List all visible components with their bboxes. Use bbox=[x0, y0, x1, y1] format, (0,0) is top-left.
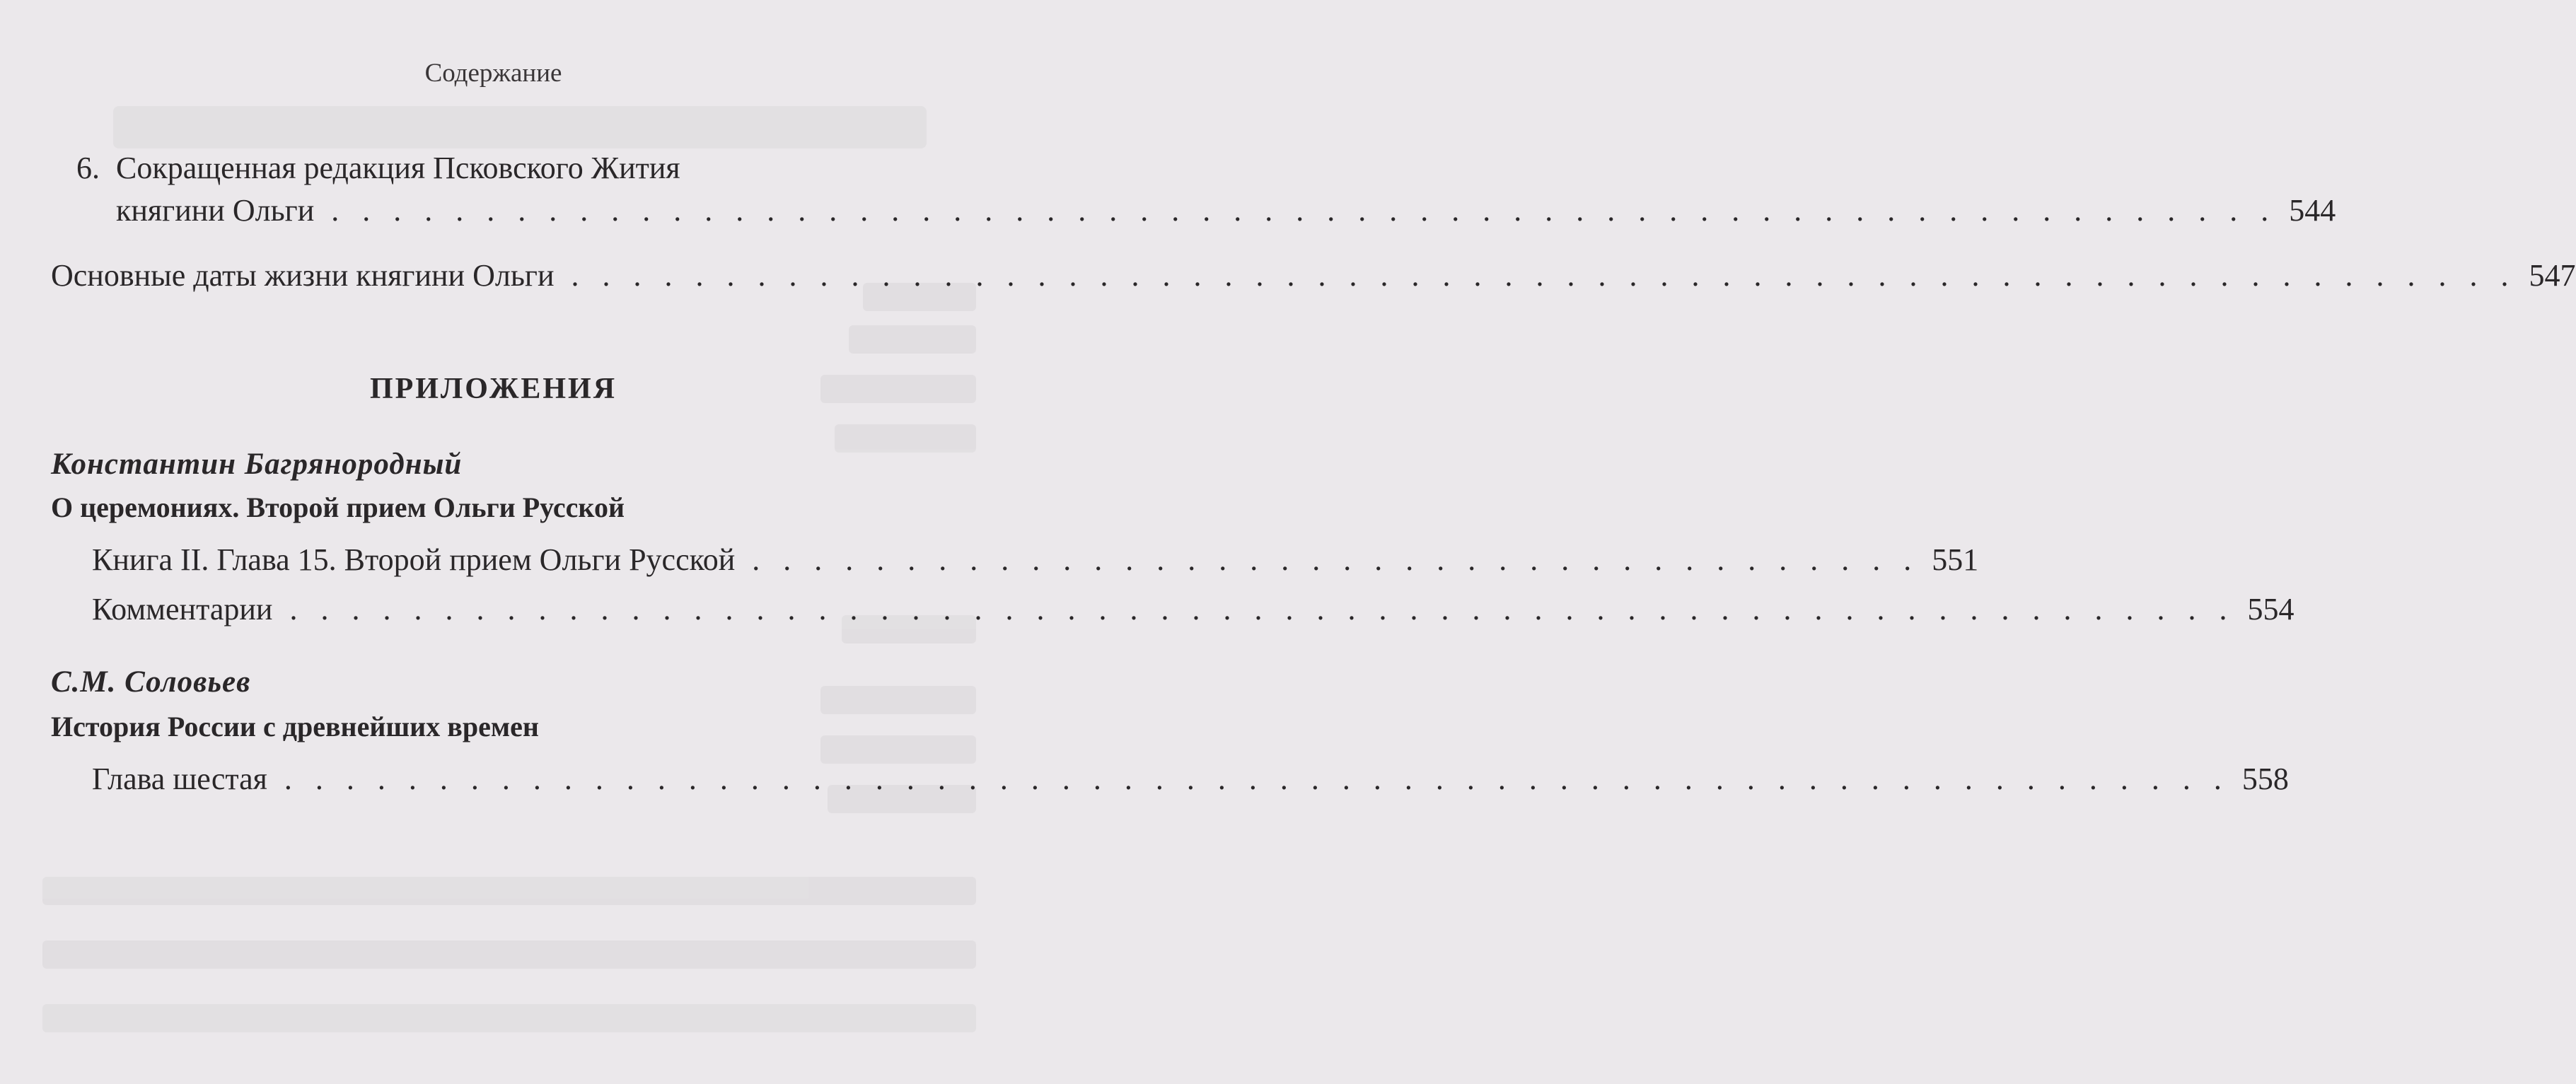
dot-leader: . . . . . . . . . . . . . . . . . . . . . . . . . . . . . . . . . . . . . . . . . . . . . . . . . . . . . . . . . . . . . . . bbox=[284, 762, 2229, 796]
toc-entry-dates bbox=[51, 256, 2576, 296]
entry-title: Основные даты жизни княгини Ольги bbox=[51, 258, 555, 293]
dot-leader: . . . . . . . . . . . . . . . . . . . . . . . . . . . . . . . . . . . . . . . . . . . . . . . . . . . . . . . . . . . . . . . bbox=[571, 258, 2517, 293]
section-heading-appendices: ПРИЛОЖЕНИЯ bbox=[369, 373, 617, 405]
entry-title: Книга II. Глава 15. Второй прием Ольги Русской bbox=[92, 542, 736, 577]
dot-leader: . . . . . . . . . . . . . . . . . . . . . . . . . . . . . . . . . . . . . . . . . . . . . . . . . . . . . . . . . . . . . . . bbox=[331, 193, 2277, 228]
entry-number: 6. bbox=[76, 151, 100, 185]
page-number: 558 bbox=[2241, 762, 2289, 796]
toc-entry-6-line2 bbox=[116, 191, 2336, 231]
page-number: 554 bbox=[2247, 592, 2294, 626]
entry-title-line2: княгини Ольги bbox=[116, 193, 315, 228]
toc-entry-6-line1 bbox=[76, 148, 680, 188]
dot-leader: . . . . . . . . . . . . . . . . . . . . . . . . . . . . . . . . . . . . . . bbox=[752, 542, 1920, 577]
work-title: История России с древнейших времен bbox=[51, 711, 539, 742]
author-name: Константин Багрянородный bbox=[51, 448, 463, 481]
page-number: 544 bbox=[2289, 193, 2336, 228]
entry-title-line1: Сокращенная редакция Псковского Жития bbox=[116, 151, 680, 185]
toc-entry-book2-ch15 bbox=[92, 540, 1979, 580]
show-through-texture bbox=[42, 99, 976, 1075]
page-number: 547 bbox=[2529, 258, 2576, 293]
toc-entry-chapter-six bbox=[92, 759, 2289, 799]
entry-title: Комментарии bbox=[92, 592, 273, 626]
page-number: 551 bbox=[1932, 542, 1979, 577]
author-name: С.М. Соловьев bbox=[51, 665, 251, 699]
work-title: О церемониях. Второй прием Ольги Русской bbox=[51, 491, 625, 523]
running-head: Содержание bbox=[424, 59, 562, 88]
entry-title: Глава шестая bbox=[92, 762, 267, 796]
dot-leader: . . . . . . . . . . . . . . . . . . . . . . . . . . . . . . . . . . . . . . . . . . . . . . . . . . . . . . . . . . . . . . . bbox=[289, 592, 2235, 626]
toc-entry-comments bbox=[92, 590, 2294, 629]
